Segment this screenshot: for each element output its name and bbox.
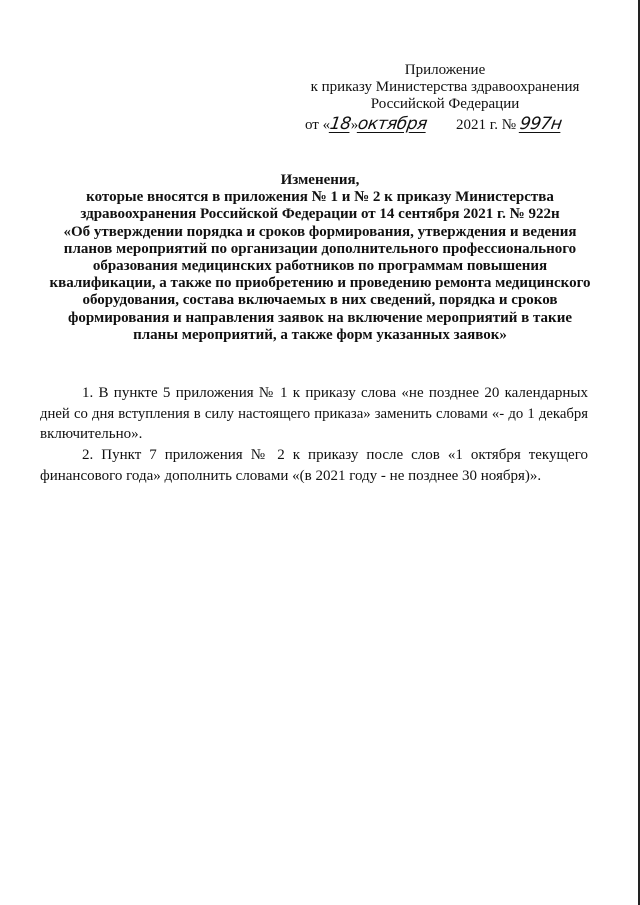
title-line: которые вносятся в приложения № 1 и № 2 к приказу Министерства	[86, 189, 554, 206]
title-line: оборудования, состава включаемых в них сведений, порядка и сроков	[82, 292, 558, 309]
appendix-federation: Российской Федерации	[370, 96, 520, 112]
appendix-order-ref: к приказу Министерства здравоохранения	[310, 79, 580, 95]
paragraph-line: финансового года» дополнить словами «(в 2021 году - не позднее 30 ноября)».	[40, 467, 542, 484]
title-line: планов мероприятий по организации дополнительного профессионального	[63, 240, 577, 257]
paragraph-line: включительно».	[40, 426, 143, 442]
paragraph-line: 1. В пункте 5 приложения № 1 к приказу слова «не позднее 20 календарных	[82, 385, 588, 401]
title-line: образования медицинских работников по программам повышения	[92, 258, 548, 275]
handwritten-day: 18	[328, 114, 353, 134]
handwritten-month: октября	[356, 114, 429, 134]
title-line: здравоохранения Российской Федерации от 14 сентября 2021 г. № 922н	[80, 206, 560, 223]
appendix-header	[300, 62, 590, 113]
paragraph-1	[40, 383, 588, 445]
year-text: 2021 г. №	[456, 117, 517, 133]
order-date-line	[305, 114, 561, 135]
title-line: квалификации, а также по приобретению и проведению ремонта медицинского	[49, 275, 591, 292]
document-title	[40, 172, 600, 344]
date-mid: »	[350, 117, 359, 133]
title-line: планы мероприятий, а также форм указанных заявок»	[133, 326, 507, 343]
title-line: Изменения,	[280, 172, 360, 188]
title-line: «Об утверждении порядка и сроков формирования, утверждения и ведения	[63, 223, 577, 240]
date-prefix: от «	[305, 117, 331, 133]
appendix-label: Приложение	[404, 62, 486, 78]
title-line: формирования и направления заявок на включение мероприятий в такие	[67, 309, 573, 326]
paragraph-line: дней со дня вступления в силу настоящего приказа» заменить словами «- до 1 декабря	[40, 405, 588, 422]
paragraph-line: 2. Пункт 7 приложения № 2 к приказу после слов «1 октября текущего	[82, 447, 588, 463]
paragraph-2	[40, 445, 588, 486]
handwritten-number: 997н	[518, 114, 563, 134]
